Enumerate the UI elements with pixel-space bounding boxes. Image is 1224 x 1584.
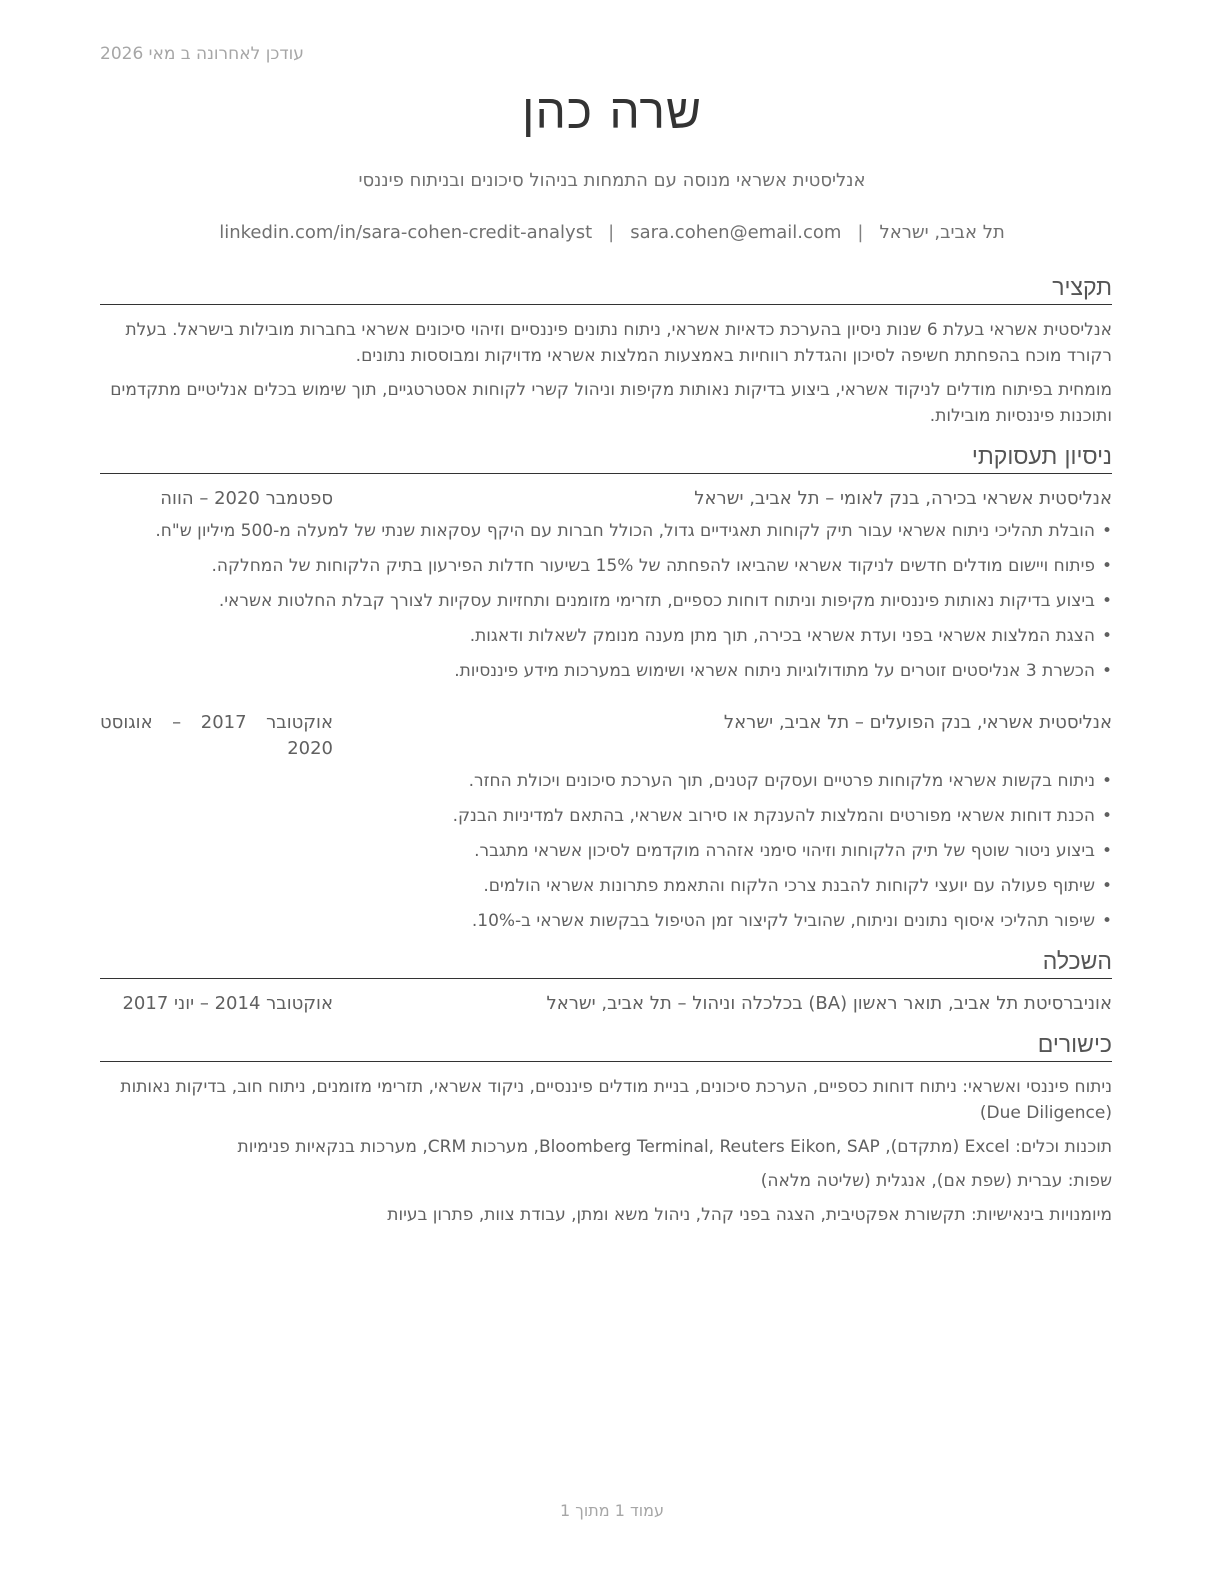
education-degree: אוניברסיטת תל אביב, תואר ראשון (BA) בכלכלה וניהול – תל אביב, ישראל [546,993,1112,1014]
skill-line: תוכנות וכלים: Excel (מתקדם), Bloomberg Terminal, Reuters Eikon, SAP, מערכות CRM, מערכות בנקאיות פנימיות [237,1137,1112,1157]
job-bullet: • ביצוע ניטור שוטף של תיק הלקוחות וזיהוי סימני אזהרה מוקדמים לסיכון אשראי מתגבר. [100,838,1112,864]
job-header [100,486,1112,512]
job-dates: ספטמבר 2020 – הווה [160,488,333,509]
job-entry [100,486,1112,684]
job-bullet: • הצגת המלצות אשראי בפני ועדת אשראי בכירה, תוך מתן מענה מנומק לשאלות ודאגות. [100,623,1112,649]
job-title: אנליסטית אשראי בכירה, בנק לאומי – תל אביב, ישראל [694,488,1112,509]
last-updated-note: עודכן לאחרונה ב מאי 2026 [100,44,304,64]
job-dates: אוקטובר 2017 – אוגוסט 2020 [100,712,333,759]
education-heading: השכלה [100,948,1112,979]
contact-separator: | [608,222,615,243]
summary-heading: תקציר [100,274,1112,305]
headline: אנליסטית אשראי מנוסה עם התמחות בניהול סיכונים ובניתוח פיננסי [358,170,866,191]
skills-heading: כישורים [100,1031,1112,1062]
job-bullet: • הכנת דוחות אשראי מפורטים והמלצות להענקת או סירוב אשראי, בהתאם למדיניות הבנק. [100,803,1112,829]
job-bullet: • ביצוע בדיקות נאותות פיננסיות מקיפות וניתוח דוחות כספיים, תזרימי מזומנים ותחזיות עסקיות לצורך קבלת החלטות אשראי. [100,588,1112,614]
candidate-name: שרה כהן [521,84,702,140]
job-bullet: • שיפור תהליכי איסוף נתונים וניתוח, שהוביל לקיצור זמן הטיפול בבקשות אשראי ב-10%. [100,908,1112,934]
summary-paragraph: אנליסטית אשראי בעלת 6 שנות ניסיון בהערכת כדאיות אשראי, ניתוח נתונים פיננסיים וזיהוי סיכונים אשראי בחברות מובילות בישראל. בעלת רקורד מוכח בהפחתת חשיפה לסיכון והגדלת רווחיות באמצעות המלצות אשראי מדויקות ומבוססות נתונים. [125,320,1112,366]
experience-heading: ניסיון תעסוקתי [100,443,1112,474]
job-header [100,710,1112,762]
education-dates: אוקטובר 2014 – יוני 2017 [122,993,333,1014]
contact-location: תל אביב, ישראל [879,222,1005,243]
job-bullet: • ניתוח בקשות אשראי מלקוחות פרטיים ועסקים קטנים, תוך הערכת סיכונים ויכולת החזר. [100,768,1112,794]
summary-paragraph: מומחית בפיתוח מודלים לניקוד אשראי, ביצוע בדיקות נאותות מקיפות וניהול קשרי לקוחות אסטרטגיים, תוך שימוש בכלים אנליטיים מתקדמים ותוכנות פיננסיות מובילות. [110,380,1112,426]
education-entry [100,991,1112,1017]
job-entry [100,710,1112,934]
job-bullets [100,768,1112,934]
job-bullets [100,518,1112,684]
skill-line: ניתוח פיננסי ואשראי: ניתוח דוחות כספיים, הערכת סיכונים, בניית מודלים פיננסיים, ניקוד אשראי, תזרימי מזומנים, ניתוח חוב, בדיקות נאותות (Due Diligence) [120,1077,1112,1123]
page-number: עמוד 1 מתוך 1 [560,1501,664,1520]
job-title: אנליסטית אשראי, בנק הפועלים – תל אביב, ישראל [723,712,1112,733]
contact-linkedin[interactable]: linkedin.com/in/sara-cohen-credit-analyst [219,222,593,243]
job-bullet: • פיתוח ויישום מודלים חדשים לניקוד אשראי שהביאו להפחתה של 15% בשיעור חדלות הפירעון בתיק הלקוחות של המחלקה. [100,553,1112,579]
contact-line [0,222,1224,243]
skill-line: מיומנויות בינאישיות: תקשורת אפקטיבית, הצגה בפני קהל, ניהול משא ומתן, עבודת צוות, פתרון בעיות [387,1205,1112,1225]
skill-line: שפות: עברית (שפת אם), אנגלית (שליטה מלאה) [760,1171,1112,1191]
contact-separator: | [857,222,864,243]
job-bullet: • הובלת תהליכי ניתוח אשראי עבור תיק לקוחות תאגידיים גדול, הכולל חברות עם היקף עסקאות שנתי של למעלה מ-500 מיליון ש"ח. [100,518,1112,544]
resume-body [100,274,1112,1236]
job-bullet: • הכשרת 3 אנליסטים זוטרים על מתודולוגיות ניתוח אשראי ושימוש במערכות מידע פיננסיות. [100,658,1112,684]
contact-email[interactable]: sara.cohen@email.com [630,222,842,243]
job-bullet: • שיתוף פעולה עם יועצי לקוחות להבנת צרכי הלקוח והתאמת פתרונות אשראי הולמים. [100,873,1112,899]
